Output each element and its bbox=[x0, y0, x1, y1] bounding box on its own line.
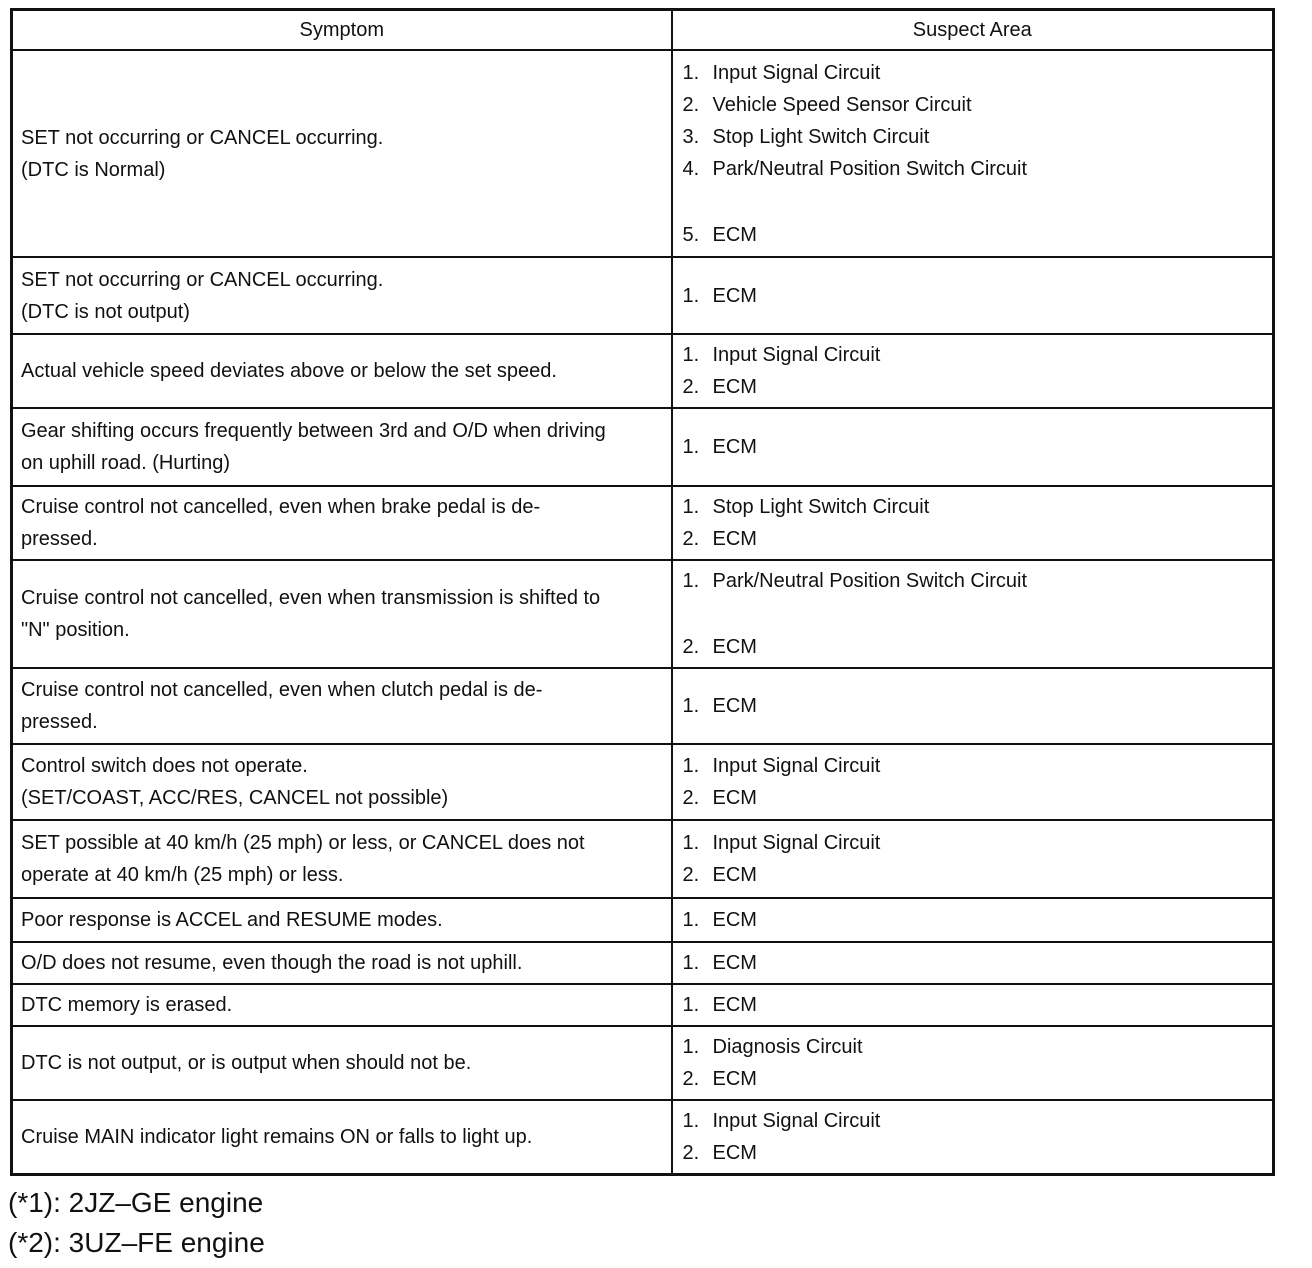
item-label: ECM bbox=[712, 528, 757, 550]
item-label: Input Signal Circuit bbox=[712, 755, 881, 777]
symptom-cell bbox=[12, 408, 672, 486]
item-label: ECM bbox=[712, 436, 757, 458]
symptom-text: DTC is not output, or is output when should not be. bbox=[21, 1052, 472, 1074]
item-label: Input Signal Circuit bbox=[712, 344, 881, 366]
suspect-area-item bbox=[683, 631, 1273, 663]
suspect-area-cell bbox=[672, 820, 1274, 898]
header-row bbox=[12, 10, 1274, 51]
item-number: 2. bbox=[682, 864, 700, 886]
item-number: 2. bbox=[682, 376, 700, 398]
symptom-text: Poor response is ACCEL and RESUME modes. bbox=[21, 909, 443, 931]
item-label: Park/Neutral Position Switch Circuit bbox=[712, 570, 1028, 592]
item-label: Input Signal Circuit bbox=[712, 1110, 881, 1132]
table-row bbox=[12, 257, 1274, 334]
item-label: Input Signal Circuit bbox=[712, 61, 881, 84]
symptom-cell bbox=[12, 486, 672, 560]
suspect-area-item bbox=[683, 859, 1273, 891]
symptom-text: O/D does not resume, even though the road is not uphill. bbox=[21, 952, 523, 974]
item-number: 2. bbox=[682, 528, 700, 550]
item-label: Diagnosis Circuit bbox=[712, 1036, 863, 1058]
symptom-text: Cruise control not cancelled, even when transmission is shifted to bbox=[21, 587, 601, 609]
item-label: ECM bbox=[712, 787, 757, 809]
table-row bbox=[12, 942, 1274, 984]
table-row bbox=[12, 898, 1274, 942]
item-label: Stop Light Switch Circuit bbox=[712, 125, 930, 148]
symptom-text: Actual vehicle speed deviates above or below the set speed. bbox=[21, 360, 557, 382]
footnote-engine-1: (*1): 2JZ–GE engine bbox=[8, 1187, 264, 1218]
table-body bbox=[12, 50, 1274, 1175]
item-label: ECM bbox=[712, 284, 757, 307]
symptom-text: "N" position. bbox=[21, 619, 130, 641]
suspect-area-item bbox=[683, 565, 1273, 597]
suspect-area-item bbox=[683, 491, 1273, 523]
symptom-text: SET not occurring or CANCEL occurring. bbox=[21, 268, 384, 291]
suspect-area-cell bbox=[672, 942, 1274, 984]
item-number: 1. bbox=[682, 952, 700, 974]
symptom-text: on uphill road. (Hurting) bbox=[21, 452, 230, 474]
suspect-area-item bbox=[683, 827, 1273, 859]
item-label: ECM bbox=[712, 994, 757, 1016]
item-number: 1. bbox=[682, 909, 700, 931]
table-row bbox=[12, 334, 1274, 408]
table-row bbox=[12, 668, 1274, 744]
symptom-cell bbox=[12, 820, 672, 898]
suspect-area-item bbox=[683, 947, 1273, 979]
suspect-area-item bbox=[683, 989, 1273, 1021]
symptom-cell bbox=[12, 1100, 672, 1175]
item-number: 2. bbox=[682, 1142, 700, 1164]
item-label: ECM bbox=[712, 909, 757, 931]
symptom-text: Control switch does not operate. bbox=[21, 755, 308, 777]
symptom-cell bbox=[12, 744, 672, 820]
item-number: 1. bbox=[682, 695, 700, 717]
suspect-area-item bbox=[683, 1105, 1273, 1137]
symptom-text: Gear shifting occurs frequently between 3rd and O/D when driving bbox=[21, 420, 606, 442]
symptom-text: DTC memory is erased. bbox=[21, 994, 233, 1016]
suspect-area-cell bbox=[672, 668, 1274, 744]
item-number: 1. bbox=[682, 570, 700, 592]
symptom-cell bbox=[12, 942, 672, 984]
symptom-text: (DTC is Normal) bbox=[21, 158, 166, 181]
symptom-text: operate at 40 km/h (25 mph) or less. bbox=[21, 864, 344, 886]
item-number: 1. bbox=[682, 344, 700, 366]
item-label: Stop Light Switch Circuit bbox=[712, 496, 930, 518]
suspect-area-item bbox=[683, 750, 1273, 782]
symptom-column-header: Symptom bbox=[12, 10, 672, 51]
symptom-text: Cruise MAIN indicator light remains ON or falls to light up. bbox=[21, 1126, 533, 1148]
item-label: ECM bbox=[712, 1068, 757, 1090]
item-number: 1. bbox=[682, 832, 700, 854]
symptom-cell bbox=[12, 50, 672, 257]
symptom-cell bbox=[12, 334, 672, 408]
item-label: ECM bbox=[712, 376, 757, 398]
item-number: 1. bbox=[682, 755, 700, 777]
symptom-text: (DTC is not output) bbox=[21, 300, 190, 323]
item-number: 1. bbox=[682, 994, 700, 1016]
suspect-area-cell bbox=[672, 1026, 1274, 1100]
item-number: 1. bbox=[682, 496, 700, 518]
suspect-area-item bbox=[683, 89, 1273, 121]
item-label: ECM bbox=[712, 223, 757, 246]
symptom-cell bbox=[12, 560, 672, 668]
symptom-cell bbox=[12, 257, 672, 334]
item-number: 3. bbox=[682, 125, 700, 148]
item-number: 1. bbox=[682, 1110, 700, 1132]
table-row bbox=[12, 560, 1274, 668]
suspect-area-item bbox=[683, 1063, 1273, 1095]
suspect-area-item bbox=[683, 904, 1273, 936]
item-number: 1. bbox=[682, 436, 700, 458]
item-number: 1. bbox=[682, 61, 700, 84]
suspect-area-item bbox=[683, 339, 1273, 371]
symptom-text: (SET/COAST, ACC/RES, CANCEL not possible) bbox=[21, 787, 449, 809]
item-number: 4. bbox=[682, 157, 700, 180]
item-spacer bbox=[683, 597, 1273, 631]
table-row bbox=[12, 984, 1274, 1026]
symptom-text: Cruise control not cancelled, even when brake pedal is de- bbox=[21, 496, 541, 518]
suspect-area-cell bbox=[672, 50, 1274, 257]
suspect-area-cell bbox=[672, 257, 1274, 334]
item-label: Input Signal Circuit bbox=[712, 832, 881, 854]
item-number: 2. bbox=[682, 636, 700, 658]
item-label: Park/Neutral Position Switch Circuit bbox=[712, 157, 1028, 180]
item-number: 2. bbox=[682, 93, 700, 116]
item-number: 1. bbox=[682, 284, 700, 307]
suspect-area-item bbox=[683, 280, 1273, 312]
suspect-area-cell bbox=[672, 898, 1274, 942]
item-number: 5. bbox=[682, 223, 700, 246]
suspect-area-item bbox=[683, 523, 1273, 555]
symptom-text: Cruise control not cancelled, even when clutch pedal is de- bbox=[21, 679, 543, 701]
suspect-area-cell bbox=[672, 334, 1274, 408]
item-number: 2. bbox=[682, 787, 700, 809]
suspect-area-cell bbox=[672, 984, 1274, 1026]
item-number: 2. bbox=[682, 1068, 700, 1090]
item-label: ECM bbox=[712, 1142, 757, 1164]
suspect-area-cell bbox=[672, 744, 1274, 820]
symptom-cell bbox=[12, 984, 672, 1026]
symptom-cell bbox=[12, 898, 672, 942]
item-number: 1. bbox=[682, 1036, 700, 1058]
suspect-area-item bbox=[683, 690, 1273, 722]
troubleshooting-table bbox=[10, 8, 1275, 1176]
item-label: ECM bbox=[712, 695, 757, 717]
suspect-area-item bbox=[683, 1031, 1273, 1063]
suspect-area-cell bbox=[672, 486, 1274, 560]
symptom-cell bbox=[12, 668, 672, 744]
suspect-area-column-header: Suspect Area bbox=[672, 10, 1274, 51]
symptom-text: SET not occurring or CANCEL occurring. bbox=[21, 126, 384, 149]
item-label: Vehicle Speed Sensor Circuit bbox=[712, 93, 972, 116]
suspect-area-cell bbox=[672, 1100, 1274, 1175]
symptom-text: pressed. bbox=[21, 528, 98, 550]
suspect-area-item bbox=[683, 1137, 1273, 1169]
suspect-area-item bbox=[683, 57, 1273, 89]
suspect-area-item bbox=[683, 121, 1273, 153]
item-label: ECM bbox=[712, 952, 757, 974]
table-row bbox=[12, 1100, 1274, 1175]
suspect-area-cell bbox=[672, 560, 1274, 668]
suspect-area-item bbox=[683, 219, 1273, 251]
table-row bbox=[12, 408, 1274, 486]
table-row bbox=[12, 820, 1274, 898]
suspect-area-cell bbox=[672, 408, 1274, 486]
suspect-area-item bbox=[683, 371, 1273, 403]
table-row bbox=[12, 486, 1274, 560]
symptom-cell bbox=[12, 1026, 672, 1100]
table-row bbox=[12, 1026, 1274, 1100]
table-row bbox=[12, 50, 1274, 257]
symptom-text: pressed. bbox=[21, 711, 98, 733]
footnote-engine-2: (*2): 3UZ–FE engine bbox=[8, 1227, 265, 1258]
suspect-area-item bbox=[683, 431, 1273, 463]
item-label: ECM bbox=[712, 636, 757, 658]
symptom-text: SET possible at 40 km/h (25 mph) or less, or CANCEL does not bbox=[21, 832, 585, 854]
suspect-area-item bbox=[683, 782, 1273, 814]
item-spacer bbox=[683, 185, 1273, 219]
table-row bbox=[12, 744, 1274, 820]
item-label: ECM bbox=[712, 864, 757, 886]
suspect-area-item bbox=[683, 153, 1273, 185]
